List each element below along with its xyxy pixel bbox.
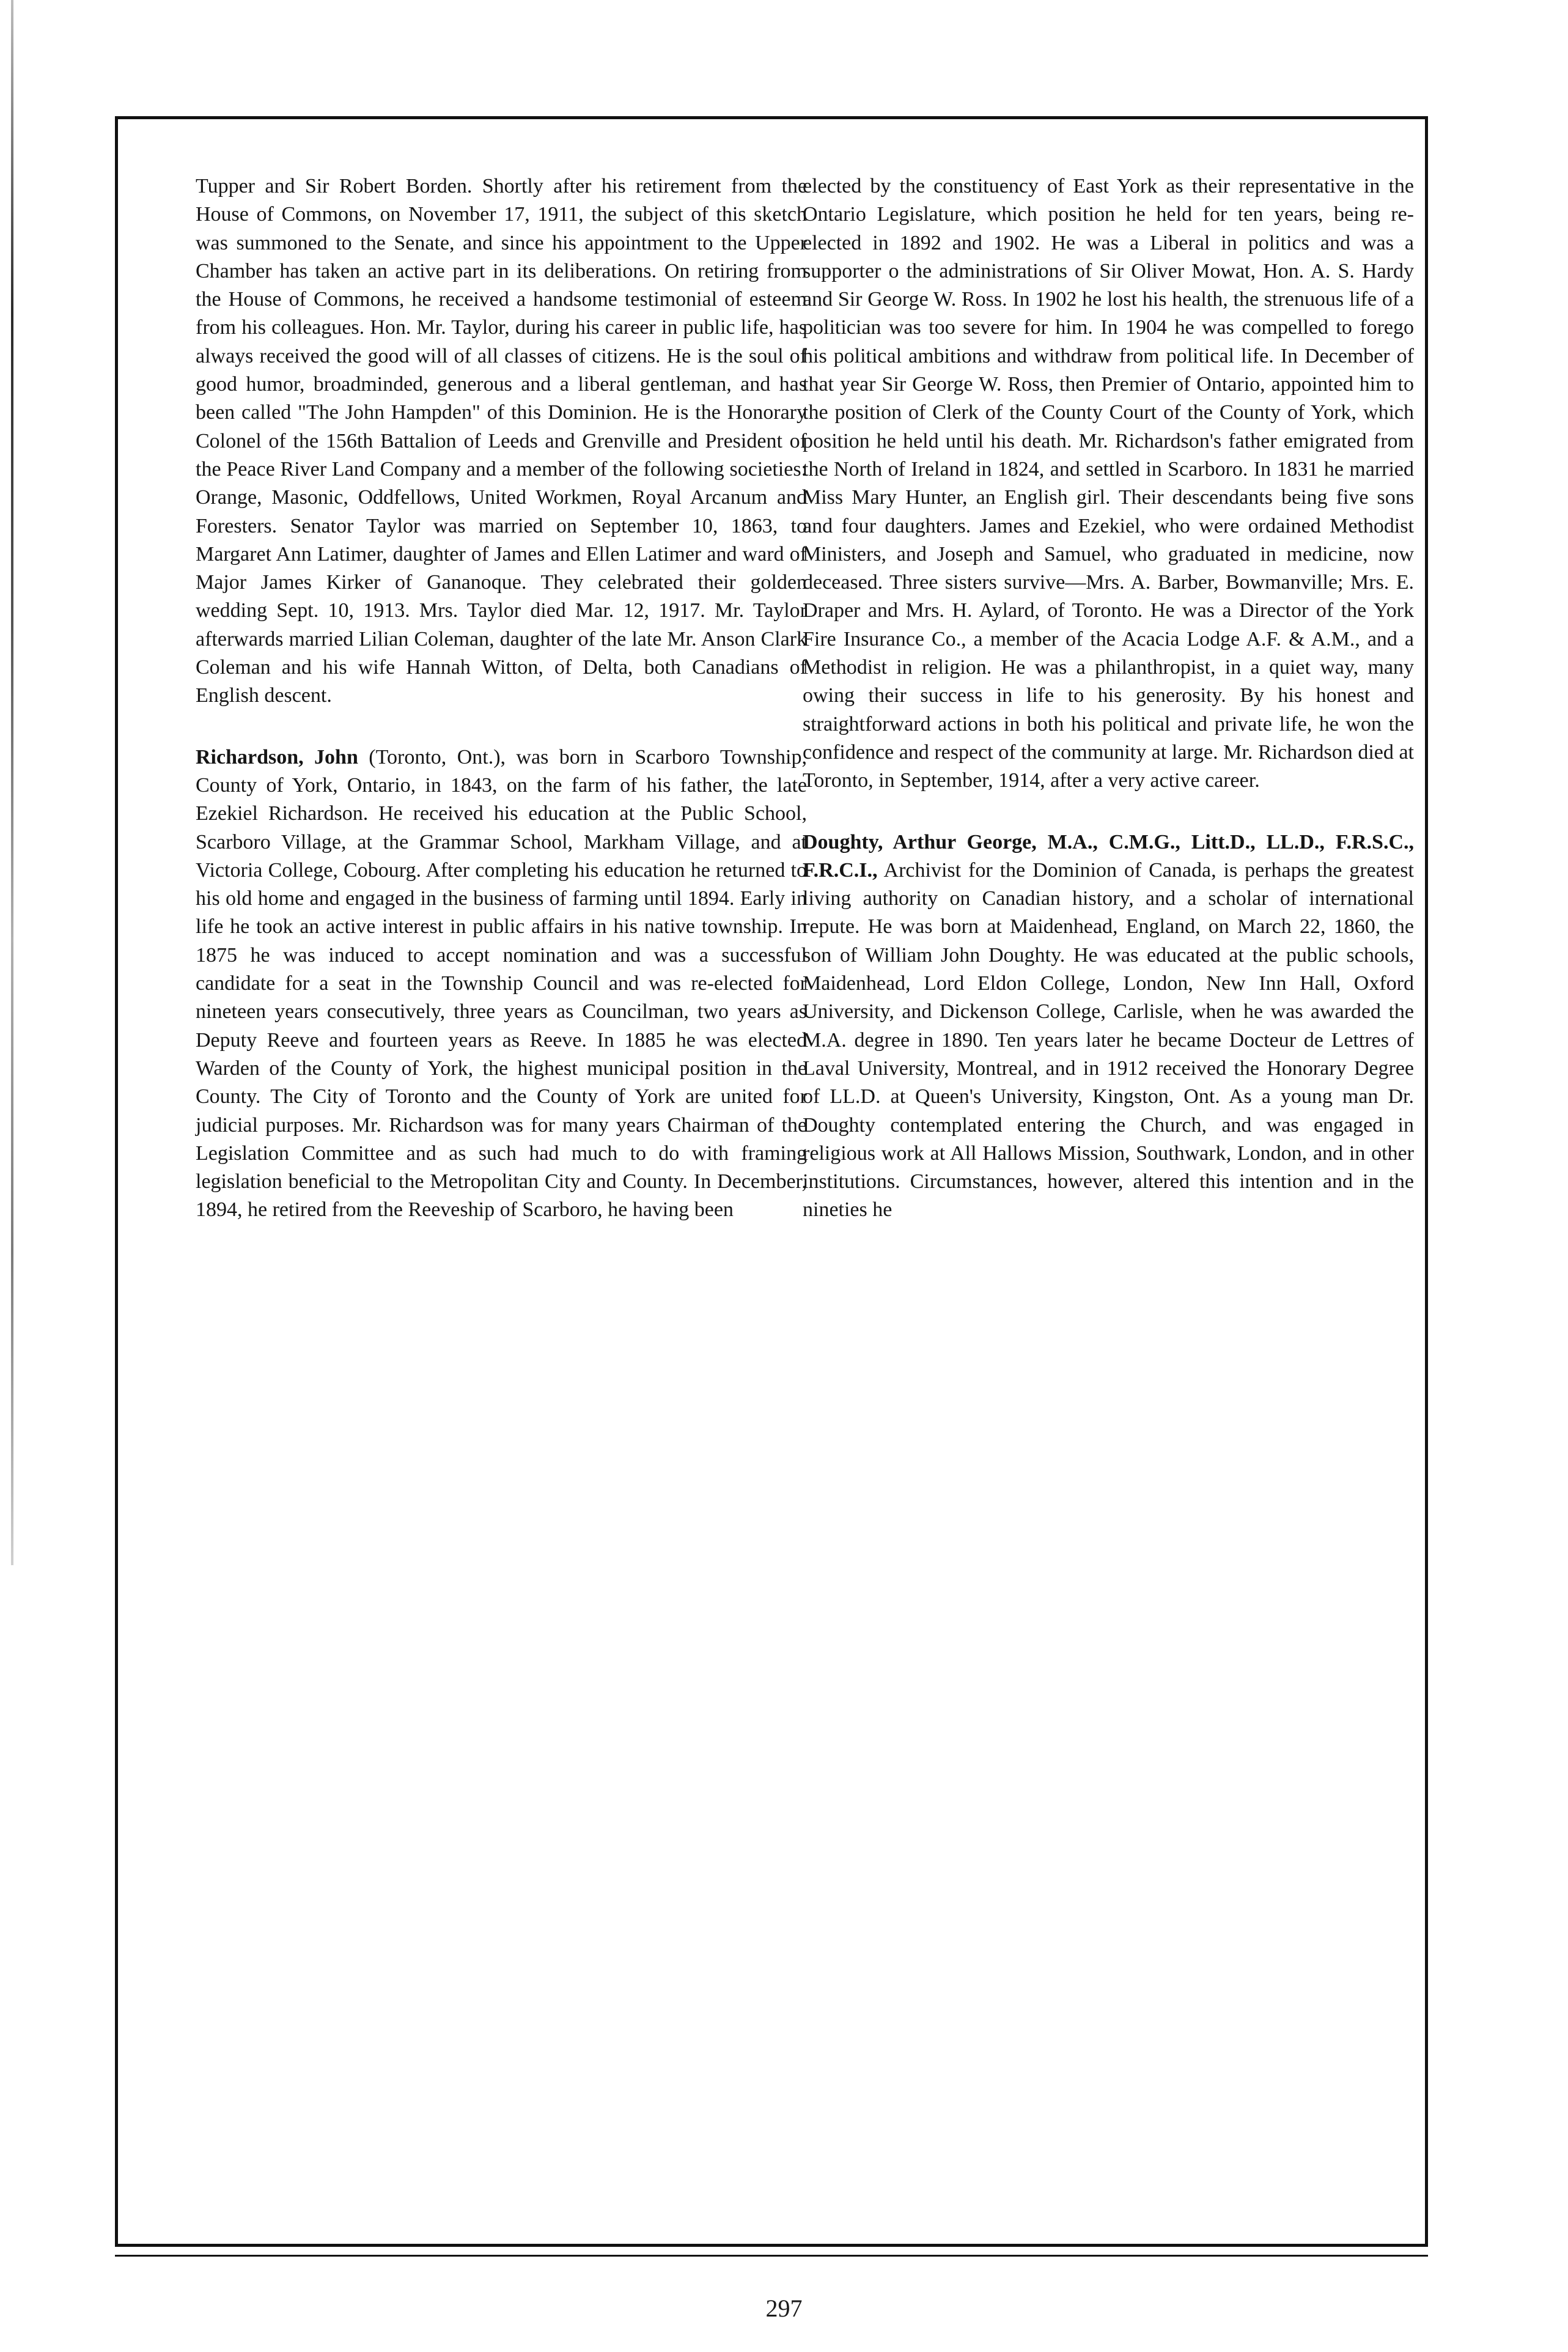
richardson-entry-text: (Toronto, Ont.), was born in Scarboro Township, County of York, Ontario, in 1843, on the farm of his father, the late Ezekiel Richardson. He received his education at the Public School, Scarboro Village, at the Grammar School, Markham Village, and at Victoria College, Cobourg. After completing his education he returned to his old home and engaged in the business of farming until 1894. Early in life he took an active interest in public affairs in his native township. In 1875 he was induced to accept nomination and was a successful candidate for a seat in the Township Council and was re-elected for nineteen years consecutively, three years as Councilman, two years as Deputy Reeve and fourteen years as Reeve. In 1885 he was elected Warden of the County of York, the highest municipal position in the County. The City of Toronto and the County of York are united for judicial purposes. Mr. Richardson was for many years Chairman of the Legislation Committee and as such had much to do with framing legislation beneficial to the Metropolitan City and County. In December, 1894, he retired from the Reeveship of Scarboro, he having been: [196, 745, 807, 1222]
doughty-entry-paragraph: [803, 828, 1414, 1225]
taylor-continuation-paragraph: Tupper and Sir Robert Borden. Shortly after his retirement from the House of Commons, on November 17, 1911, the subject of this sketch was summoned to the Senate, and since his appointment to the Upper Chamber has taken an active part in its deliberations. On retiring from the House of Commons, he received a handsome testimonial of esteem from his colleagues. Hon. Mr. Taylor, during his career in public life, has always received the good will of all classes of citizens. He is the soul of good humor, broadminded, generous and a liberal gentleman, and has been called "The John Hampden" of this Dominion. He is the Honorary Colonel of the 156th Battalion of Leeds and Grenville and President of the Peace River Land Company and a member of the following societies: Orange, Masonic, Oddfellows, United Workmen, Royal Arcanum and Foresters. Senator Taylor was married on September 10, 1863, to Margaret Ann Latimer, daughter of James and Ellen Latimer and ward of Major James Kirker of Gananoque. They celebrated their golden wedding Sept. 10, 1913. Mrs. Taylor died Mar. 12, 1917. Mr. Taylor afterwards married Lilian Coleman, daughter of the late Mr. Anson Clark Coleman and his wife Hannah Witton, of Delta, both Canadians of English descent.: [196, 175, 807, 707]
page-number: 297: [765, 2295, 803, 2322]
doughty-entry-name: Doughty, Arthur George, M.A., C.M.G., Litt.D., LL.D., F.R.S.C., F.R.C.I.,: [803, 830, 1414, 882]
doughty-entry-text: Archivist for the Dominion of Canada, is perhaps the greatest living authority on Canadian history, and a scholar of international repute. He was born at Maidenhead, England, on March 22, 1860, the son of William John Doughty. He was educated at the public schools, Maidenhead, Lord Eldon College, London, New Inn Hall, Oxford University, and Dickenson College, Carlisle, when he was awarded the M.A. degree in 1890. Ten years later he became Docteur de Lettres of Laval University, Montreal, and in 1912 received the Honorary Degree of LL.D. at Queen's University, Kingston, Ont. As a young man Dr. Doughty contemplated entering the Church, and was engaged in religious work at All Hallows Mission, Southwark, London, and in other institutions. Circumstances, however, altered this intention and in the nineties he: [803, 858, 1414, 1222]
left-column: [196, 172, 807, 1225]
scan-edge-artifact: [11, 0, 13, 1565]
right-column: [803, 172, 1414, 1225]
richardson-entry-name: Richardson, John: [196, 745, 358, 769]
richardson-entry-paragraph: [196, 743, 807, 1225]
bottom-rule: [115, 2255, 1428, 2257]
richardson-continuation-paragraph: elected by the constituency of East York as their representative in the Ontario Legislature, which position he held for ten years, being re-elected in 1892 and 1902. He was a Liberal in politics and was a supporter o the administrations of Sir Oliver Mowat, Hon. A. S. Hardy and Sir George W. Ross. In 1902 he lost his health, the strenuous life of a politician was too severe for him. In 1904 he was compelled to forego his political ambitions and withdraw from political life. In December of that year Sir George W. Ross, then Premier of Ontario, appointed him to the position of Clerk of the County Court of the County of York, which position he held until his death. Mr. Richardson's father emigrated from the North of Ireland in 1824, and settled in Scarboro. In 1831 he married Miss Mary Hunter, an English girl. Their descendants being five sons and four daughters. James and Ezekiel, who were ordained Methodist Ministers, and Joseph and Samuel, who graduated in medicine, now deceased. Three sisters survive—Mrs. A. Barber, Bowmanville; Mrs. E. Draper and Mrs. H. Aylard, of Toronto. He was a Director of the York Fire Insurance Co., a member of the Acacia Lodge A.F. & A.M., and a Methodist in religion. He was a philanthropist, in a quiet way, many owing their success in life to his generosity. By his honest and straightforward actions in both his political and private life, he won the confidence and respect of the community at large. Mr. Richardson died at Toronto, in September, 1914, after a very active career.: [803, 175, 1414, 792]
